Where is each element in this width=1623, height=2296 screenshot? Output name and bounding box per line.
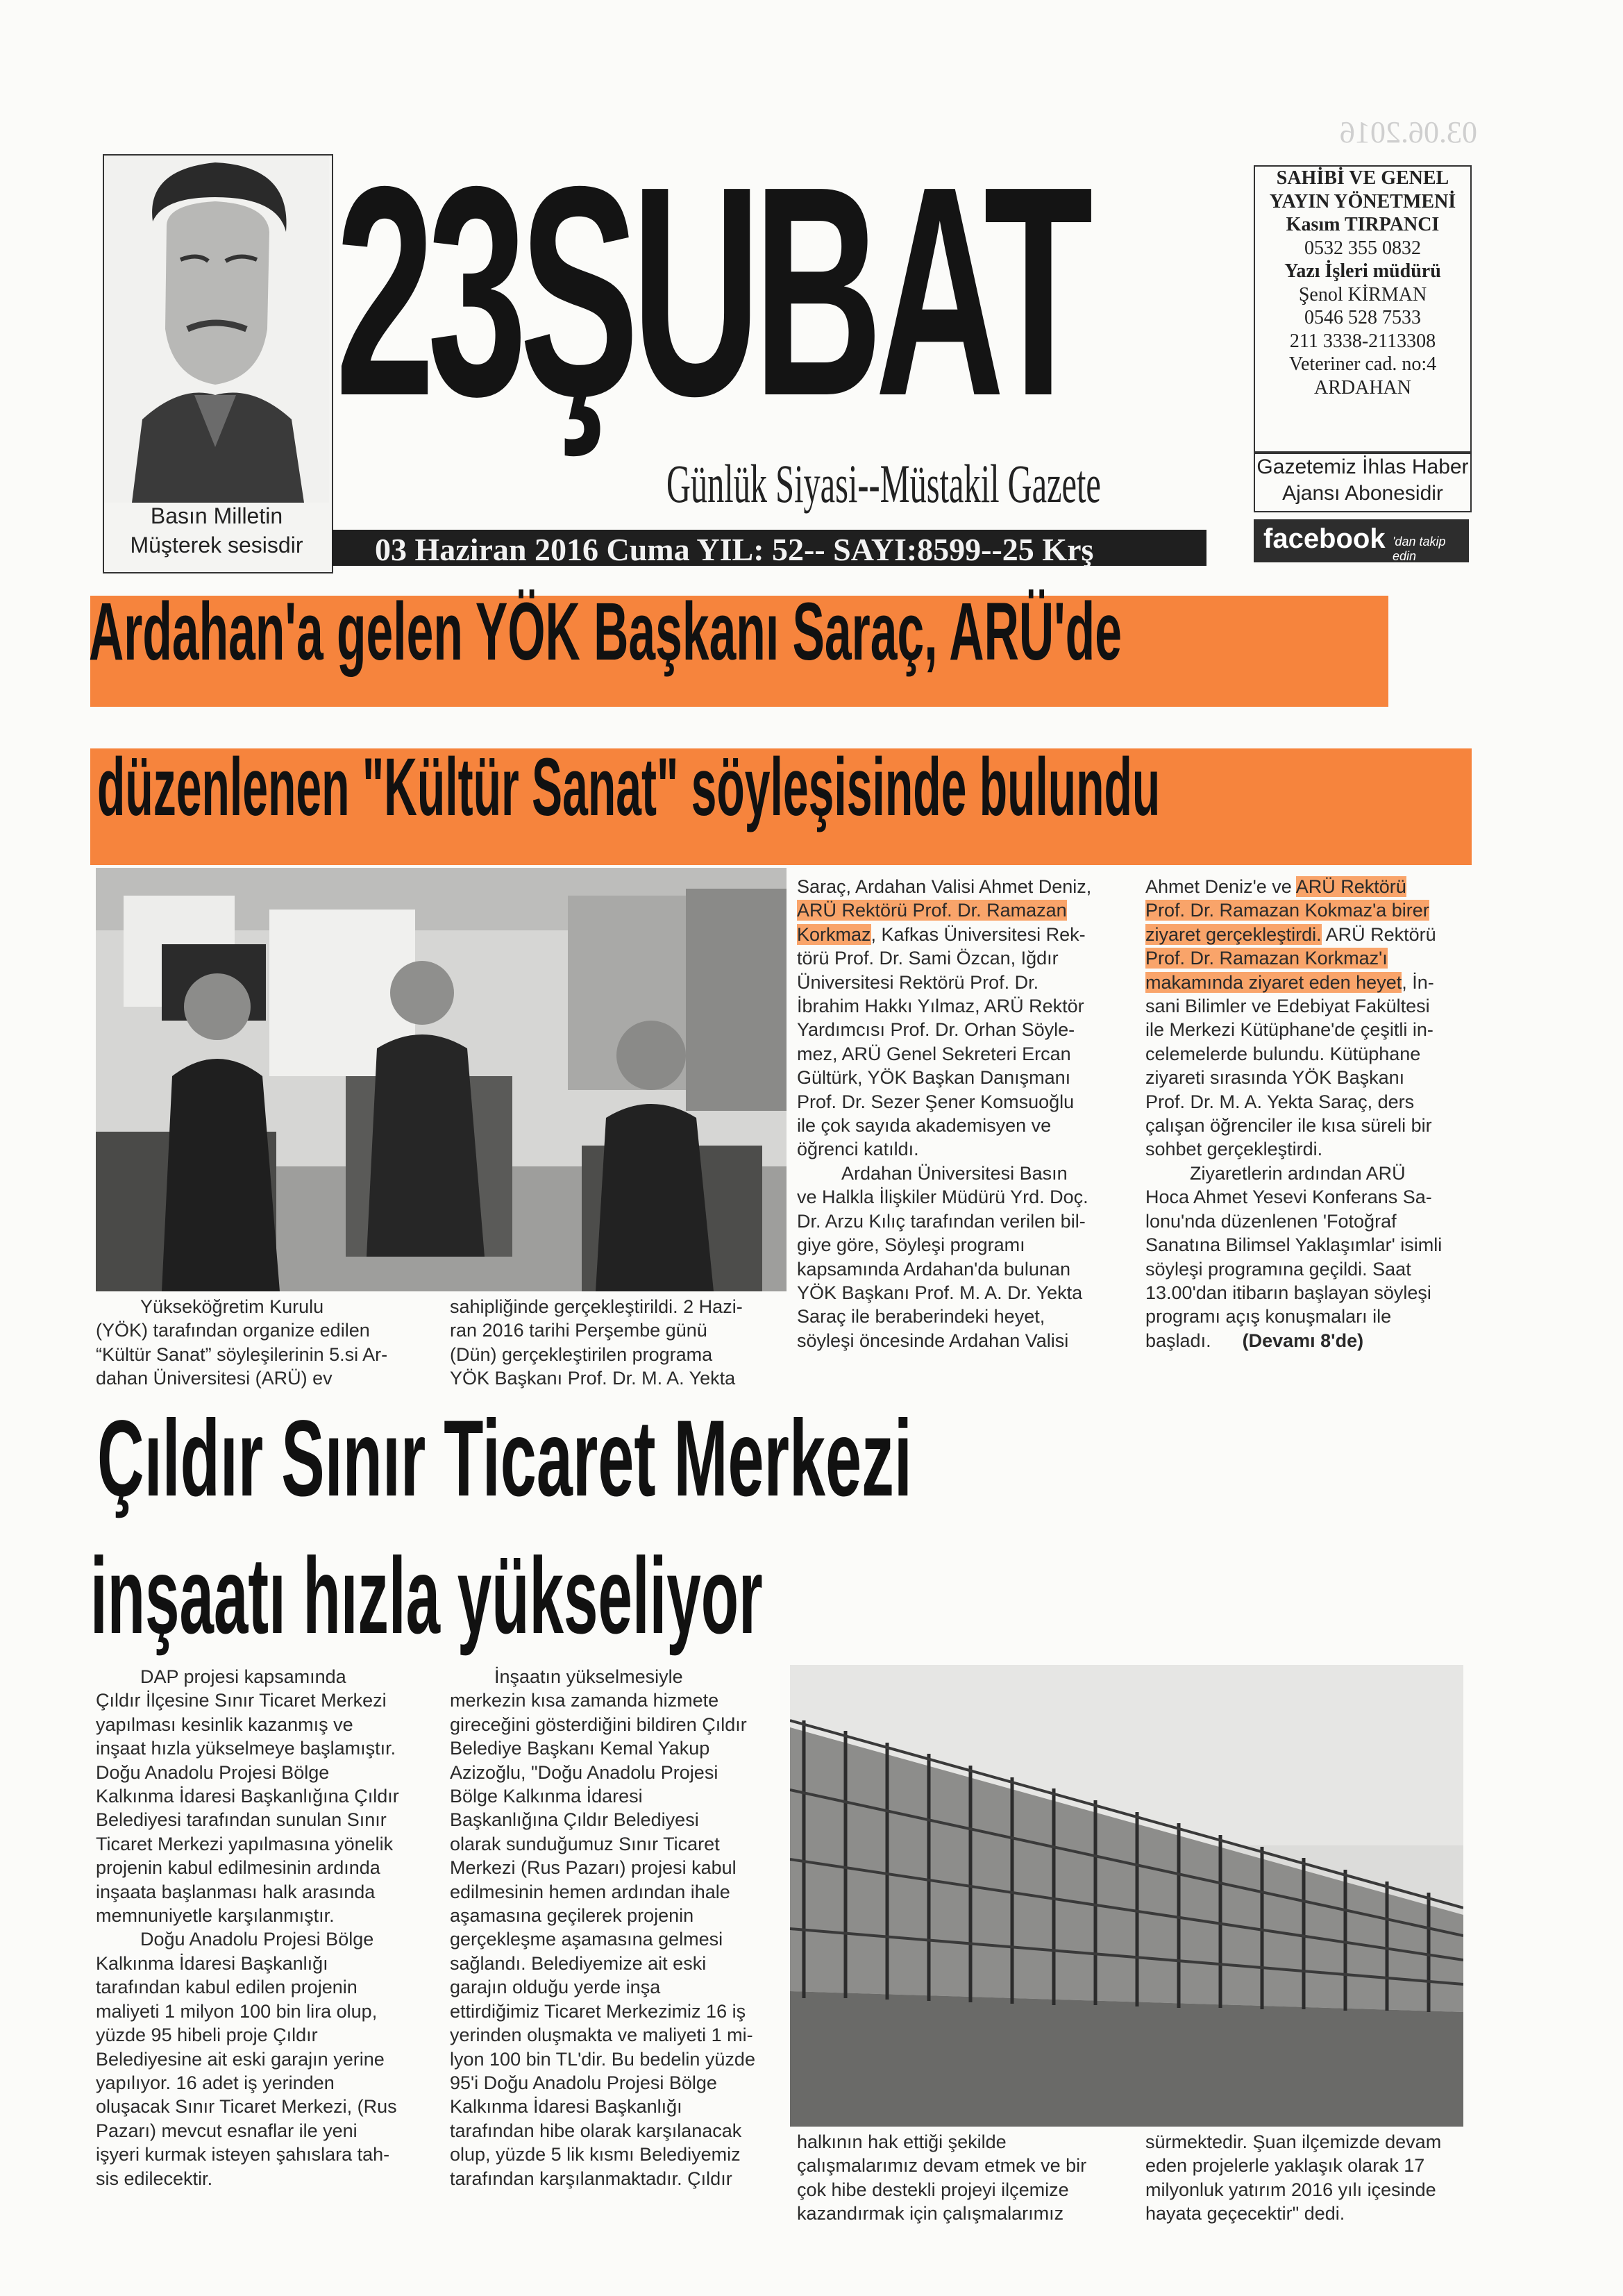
motto-line: Müşterek sesisdir bbox=[130, 533, 303, 558]
text-line: 13.00'dan itibarın başlayan söyleşi bbox=[1145, 1282, 1431, 1303]
text-line: Sanatına Bilimsel Yaklaşımlar' isimli bbox=[1145, 1234, 1443, 1256]
text-line bbox=[1145, 898, 1468, 922]
text-line: tarafından hibe olarak karşılanacak bbox=[450, 2120, 742, 2141]
text-line: inşaat hızla yükselmeye başlamıştır. bbox=[96, 1738, 396, 1759]
info-line: 0546 528 7533 bbox=[1304, 307, 1421, 328]
article2-column-3 bbox=[797, 2130, 1125, 2226]
text-line: Belediyesi tarafından sunulan Sınır bbox=[96, 1809, 387, 1831]
info-line: 0532 355 0832 bbox=[1304, 237, 1421, 259]
facebook-sub-text: 'dan takip edin bbox=[1393, 535, 1446, 563]
text-line: giye göre, Söyleşi programı bbox=[797, 1234, 1025, 1256]
text-line: Kalkınma İdaresi Başkanlığı bbox=[96, 1952, 328, 1974]
text-fragment: , Kafkas Üniversitesi Rek- bbox=[871, 923, 1086, 945]
meeting-photo bbox=[96, 868, 787, 1291]
text-line: olup, yüzde 5 lik kısmı Belediyemiz bbox=[450, 2144, 741, 2165]
text-line: Hoca Ahmet Yesevi Konferans Sa- bbox=[1145, 1187, 1432, 1208]
text-line: yerinden oluşmakta ve maliyeti 1 mi- bbox=[450, 2025, 753, 2046]
text-line: tarafından kabul edilen projenin bbox=[96, 1977, 358, 1998]
text-line: Azizoğlu, "Doğu Anadolu Projesi bbox=[450, 1761, 718, 1783]
text-line: sohbet gerçekleştirdi. bbox=[1145, 1139, 1323, 1160]
text-line: Pazarı) mevcut esnaflar ile yeni bbox=[96, 2120, 358, 2141]
text-line bbox=[797, 923, 1125, 946]
text-line: memnuniyetle karşılanmıştır. bbox=[96, 1905, 335, 1927]
text-line: Doğu Anadolu Projesi Bölge bbox=[140, 1929, 374, 1950]
text-line: kapsamında Ardahan'da bulunan bbox=[797, 1258, 1070, 1280]
text-line: İbrahim Hakkı Yılmaz, ARÜ Rektör bbox=[797, 996, 1084, 1017]
text-line: Gültürk, YÖK Başkan Danışmanı bbox=[797, 1067, 1071, 1089]
text-line: mez, ARÜ Genel Sekreteri Ercan bbox=[797, 1043, 1071, 1064]
text-fragment: , İn- bbox=[1402, 971, 1434, 993]
text-line: (YÖK) tarafından organize edilen bbox=[96, 1320, 370, 1341]
marker-highlight: ziyaret gerçekleştirdi. bbox=[1145, 923, 1322, 945]
text-line bbox=[1145, 875, 1468, 898]
tagline: Günlük Siyasi--Müstakil Gazete bbox=[666, 453, 1101, 514]
dateline-bar bbox=[332, 530, 1206, 566]
marker-highlight: makamında ziyaret eden heyet bbox=[1145, 971, 1402, 993]
info-line: 211 3338-2113308 bbox=[1289, 330, 1436, 352]
marker-highlight: Prof. Dr. Ramazan Korkmaz'ı bbox=[1145, 948, 1388, 969]
text-line: Bölge Kalkınma İdaresi bbox=[450, 1786, 643, 1807]
text-line: çok hibe destekli projeyi ilçemize bbox=[797, 2179, 1069, 2200]
ataturk-portrait bbox=[104, 156, 329, 503]
text-line: olarak sunduğumuz Sınır Ticaret bbox=[450, 1833, 720, 1854]
text-line: Prof. Dr. Sezer Şener Komsuoğlu bbox=[797, 1091, 1075, 1112]
edition-date: 03.06.2016 bbox=[1340, 115, 1477, 149]
text-line: Saraç, Ardahan Valisi Ahmet Deniz, bbox=[797, 876, 1092, 897]
text-line: İnşaatın yükselmesiyle bbox=[494, 1666, 683, 1687]
text-line: Doğu Anadolu Projesi Bölge bbox=[96, 1761, 330, 1783]
marker-highlight: ARÜ Rektörü bbox=[1295, 876, 1406, 897]
text-line: 95'i Doğu Anadolu Projesi Bölge bbox=[450, 2072, 717, 2093]
text-line: lyon 100 bin TL'dir. Bu bedelin yüzde bbox=[450, 2048, 755, 2070]
text-line: YÖK Başkanı Prof. Dr. M. A. Yekta bbox=[450, 1368, 736, 1389]
text-line: yüzde 95 hibeli proje Çıldır bbox=[96, 2025, 318, 2046]
text-fragment: başladı. bbox=[1145, 1330, 1211, 1351]
text-line: gerçekleşme aşamasına gelmesi bbox=[450, 1929, 723, 1950]
info-line: Veteriner cad. no:4 bbox=[1288, 353, 1437, 375]
text-line: söyleşi öncesinde Ardahan Valisi bbox=[797, 1330, 1069, 1351]
text-line: projenin kabul edilmesinin ardında bbox=[96, 1857, 380, 1879]
headline-2-line-1: Çıldır Sınır Ticaret Merkezi bbox=[97, 1398, 912, 1519]
facebook-badge[interactable] bbox=[1254, 519, 1469, 562]
agency-line: Ajansı Abonesidir bbox=[1282, 482, 1443, 505]
text-line: ran 2016 tarihi Perşembe günü bbox=[450, 1320, 707, 1341]
text-line: YÖK Başkanı Prof. M. A. Dr. Yekta bbox=[797, 1282, 1083, 1303]
text-line: Merkezi (Rus Pazarı) projesi kabul bbox=[450, 1857, 737, 1879]
article1-column-3 bbox=[797, 875, 1125, 1352]
article1-column-2 bbox=[450, 1295, 776, 1391]
text-line: Çıldır İlçesine Sınır Ticaret Merkezi bbox=[96, 1690, 387, 1711]
text-line: söyleşi programına geçildi. Saat bbox=[1145, 1258, 1411, 1280]
text-line: Yardımcısı Prof. Dr. Orhan Söyle- bbox=[797, 1019, 1075, 1041]
text-line: halkının hak ettiği şekilde bbox=[797, 2131, 1007, 2152]
text-line: Ardahan Üniversitesi Basın bbox=[841, 1162, 1068, 1184]
text-line: inşaata başlanması halk arasında bbox=[96, 1881, 376, 1902]
construction-photo bbox=[790, 1665, 1463, 2127]
motto-line: Basın Milletin bbox=[150, 503, 283, 528]
text-fragment: ARÜ Rektörü bbox=[1321, 923, 1436, 945]
agency-line: Gazetemiz İhlas Haber bbox=[1256, 455, 1469, 478]
text-line bbox=[1145, 971, 1468, 994]
info-line: YAYIN YÖNETMENİ bbox=[1269, 190, 1456, 212]
text-line: sahipliğinde gerçekleştirildi. 2 Hazi- bbox=[450, 1296, 743, 1317]
headline-1-line-2: düzenlenen "Kültür Sanat" söyleşisinde bulundu bbox=[97, 741, 1161, 833]
text-line bbox=[1145, 1329, 1468, 1352]
publisher-info-box bbox=[1254, 165, 1472, 453]
continued-on-page: (Devamı 8'de) bbox=[1242, 1330, 1364, 1351]
text-line: programı açış konuşmaları ile bbox=[1145, 1306, 1392, 1327]
text-line: Ticaret Merkezi yapılmasına yönelik bbox=[96, 1833, 394, 1854]
text-line: ile çok sayıda akademisyen ve bbox=[797, 1115, 1052, 1137]
text-line: milyonluk yatırım 2016 yılı içesinde bbox=[1145, 2179, 1436, 2200]
headline-2-line-2: inşaatı hızla yükseliyor bbox=[90, 1536, 763, 1657]
text-line: garajın olduğu yerde inşa bbox=[450, 1977, 661, 1998]
dateline-text: 03 Haziran 2016 Cuma YIL: 52-- SAYI:8599--25 Krş bbox=[375, 532, 1094, 567]
text-line: sağlandı. Belediyemize ait eski bbox=[450, 1952, 707, 1974]
text-line: çalışmalarımız devam etmek ve bir bbox=[797, 2155, 1087, 2177]
text-line: aşamasına geçilerek projenin bbox=[450, 1905, 694, 1927]
text-fragment: Ahmet Deniz'e ve bbox=[1145, 876, 1296, 897]
article2-column-1 bbox=[96, 1665, 426, 2190]
text-line: törü Prof. Dr. Sami Özcan, Iğdır bbox=[797, 948, 1059, 969]
text-line: öğrenci katıldı. bbox=[797, 1139, 919, 1160]
info-line: SAHİBİ VE GENEL bbox=[1276, 167, 1449, 189]
marker-highlight: Prof. Dr. Ramazan Kokmaz'a birer bbox=[1145, 900, 1429, 921]
text-line: Kalkınma İdaresi Başkanlığına Çıldır bbox=[96, 1786, 399, 1807]
article1-column-1 bbox=[96, 1295, 426, 1391]
text-line bbox=[797, 898, 1125, 922]
marker-highlight: ARÜ Rektörü Prof. Dr. Ramazan bbox=[797, 900, 1067, 921]
text-line: lonu'nda düzenlenen 'Fotoğraf bbox=[1145, 1210, 1397, 1232]
text-line: yapılması kesinlik kazanmış ve bbox=[96, 1713, 353, 1735]
text-line: sürmektedir. Şuan ilçemizde devam bbox=[1145, 2131, 1442, 2152]
text-line bbox=[1145, 946, 1468, 970]
article1-column-4 bbox=[1145, 875, 1468, 1352]
info-line: Yazı İşleri müdürü bbox=[1284, 260, 1441, 282]
text-line: Üniversitesi Rektörü Prof. Dr. bbox=[797, 971, 1039, 993]
text-line: “Kültür Sanat” söyleşilerinin 5.si Ar- bbox=[96, 1343, 388, 1365]
text-line: Prof. Dr. M. A. Yekta Saraç, ders bbox=[1145, 1091, 1415, 1112]
text-line: oluşacak Sınır Ticaret Merkezi, (Rus bbox=[96, 2096, 397, 2118]
text-line: eden projelerle yaklaşık olarak 17 bbox=[1145, 2155, 1425, 2177]
text-line: Belediyesine ait eski garajın yerine bbox=[96, 2048, 385, 2070]
info-line: Şenol KİRMAN bbox=[1298, 283, 1427, 305]
text-line: sis edilecektir. bbox=[96, 2168, 213, 2189]
text-line: maliyeti 1 milyon 100 bin lira olup, bbox=[96, 2000, 378, 2022]
news-agency-box bbox=[1254, 453, 1472, 512]
article2-column-4 bbox=[1145, 2130, 1468, 2226]
headline-1-line-1: Ardahan'a gelen YÖK Başkanı Saraç, ARÜ'de bbox=[89, 586, 1122, 678]
logo-text: 23ŞUBAT bbox=[335, 125, 1086, 458]
text-line: işyeri kurmak isteyen şahıslara tah- bbox=[96, 2144, 390, 2165]
text-line: çalışan öğrenciler ile kısa süreli bir bbox=[1145, 1115, 1432, 1137]
text-line: Belediye Başkanı Kemal Yakup bbox=[450, 1738, 710, 1759]
text-line: Kalkınma İdaresi Başkanlığı bbox=[450, 2096, 682, 2118]
text-line: sani Bilimler ve Edebiyat Fakültesi bbox=[1145, 996, 1430, 1017]
text-line: Saraç ile beraberindeki heyet, bbox=[797, 1306, 1045, 1327]
info-line: ARDAHAN bbox=[1314, 376, 1411, 399]
text-line: kazandırmak için çalışmalarımız bbox=[797, 2203, 1064, 2224]
facebook-logo-text: facebook bbox=[1263, 523, 1386, 554]
text-line: ziyareti sırasında YÖK Başkanı bbox=[1145, 1067, 1405, 1089]
text-line: merkezin kısa zamanda hizmete bbox=[450, 1690, 719, 1711]
text-line: Yükseköğretim Kurulu bbox=[140, 1296, 324, 1317]
text-line: DAP projesi kapsamında bbox=[140, 1666, 346, 1687]
text-line: Dr. Arzu Kılıç tarafından verilen bil- bbox=[797, 1210, 1086, 1232]
text-line: gireceğini gösterdiğini bildiren Çıldır bbox=[450, 1713, 747, 1735]
text-line: edilmesinin hemen ardından ihale bbox=[450, 1881, 730, 1902]
text-line: Ziyaretlerin ardından ARÜ bbox=[1190, 1162, 1406, 1184]
text-line: Başkanlığına Çıldır Belediyesi bbox=[450, 1809, 699, 1831]
text-line: yapılıyor. 16 adet iş yerinden bbox=[96, 2072, 335, 2093]
text-line: hayata geçecektir" dedi. bbox=[1145, 2203, 1345, 2224]
text-line: ile Merkezi Kütüphane'de çeşitli in- bbox=[1145, 1019, 1433, 1041]
text-line: (Dün) gerçekleştirilen programa bbox=[450, 1343, 713, 1365]
text-line bbox=[1145, 923, 1468, 946]
masthead-motto bbox=[104, 501, 329, 569]
article2-column-2 bbox=[450, 1665, 776, 2190]
text-line: dahan Üniversitesi (ARÜ) ev bbox=[96, 1368, 333, 1389]
text-line: ettirdiğimiz Ticaret Merkezimiz 16 iş bbox=[450, 2000, 746, 2022]
text-line: celemelerde bulundu. Kütüphane bbox=[1145, 1043, 1421, 1064]
marker-highlight: Korkmaz bbox=[797, 923, 871, 945]
text-line: tarafından karşılanmaktadır. Çıldır bbox=[450, 2168, 732, 2189]
text-line: ve Halkla İlişkiler Müdürü Yrd. Doç. bbox=[797, 1187, 1088, 1208]
info-line: Kasım TIRPANCI bbox=[1286, 214, 1440, 235]
